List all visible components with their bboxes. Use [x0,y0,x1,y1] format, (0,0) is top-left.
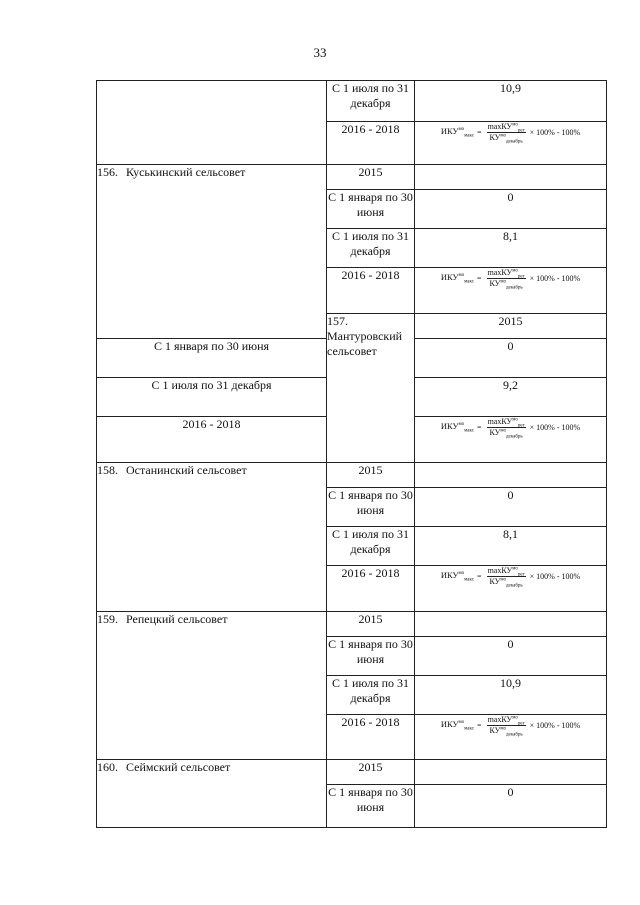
row-number: 156. [97,165,118,179]
growth-formula [415,122,606,145]
year-cell: 2015 [327,612,415,637]
municipality-cell [97,760,327,828]
municipality-name: Куськинский сельсовет [126,165,246,179]
period-cell: С 1 июля по 31 декабря [327,229,415,268]
formula-cell [415,122,607,165]
formula-equals: = [477,571,482,581]
formula-numerator-sub: рег [517,128,525,134]
growth-formula [415,566,606,589]
formula-lhs [441,273,474,283]
municipality-cell [97,612,327,760]
formula-numerator-sup: мо [512,268,518,274]
growth-formula [415,417,606,440]
period-cell: С 1 января по 30 июня [327,637,415,676]
formula-denominator-base: КУ [489,278,501,288]
formula-denominator-base: КУ [489,427,501,437]
formula-fraction [487,122,526,145]
tariff-table [96,80,607,828]
period-cell: 2016 - 2018 [327,715,415,760]
period-cell: С 1 июля по 31 декабря [327,676,415,715]
formula-denominator [489,279,524,289]
formula-numerator-sub: рег [517,721,525,727]
growth-formula [415,268,606,291]
period-cell: 2016 - 2018 [327,268,415,314]
formula-denominator [489,726,524,736]
formula-numerator [487,122,526,133]
formula-denominator-sub: декабрь [506,285,523,291]
formula-cell [415,715,607,760]
value-cell-empty [415,760,607,785]
period-cell: С 1 января по 30 июня [97,339,327,378]
growth-formula [415,715,606,738]
value-cell: 8,1 [415,527,607,566]
formula-tail: × 100% - 100% [529,273,581,283]
formula-denominator-sub: декабрь [506,434,523,440]
period-cell: 2016 - 2018 [97,417,327,463]
formula-lhs-sub: макс [464,577,475,583]
table-row [97,165,607,190]
formula-numerator-base: maxКУ [487,417,513,426]
formula-lhs-sub: макс [464,428,475,434]
formula-equals: = [477,273,482,283]
formula-lhs-base: ИКУ [440,719,459,730]
formula-tail: × 100% - 100% [529,422,581,432]
formula-fraction [487,566,526,589]
formula-tail: × 100% - 100% [529,720,581,730]
formula-numerator [487,566,526,577]
formula-numerator-sup: мо [512,122,518,128]
formula-numerator [487,268,526,279]
value-cell: 10,9 [415,81,607,122]
period-cell: 2016 - 2018 [327,566,415,612]
formula-numerator-sub: рег [517,423,525,429]
formula-denominator-base: КУ [489,576,501,586]
value-cell: 8,1 [415,229,607,268]
period-cell: С 1 июля по 31 декабря [327,81,415,122]
year-cell: 2015 [327,760,415,785]
period-cell: С 1 января по 30 июня [327,785,415,828]
formula-numerator [487,715,526,726]
row-number: 158. [97,463,118,477]
formula-equals: = [477,127,482,137]
formula-numerator-sup: мо [512,566,518,572]
value-cell: 0 [415,190,607,229]
formula-lhs-sub: макс [464,133,475,139]
formula-lhs [441,720,474,730]
value-cell: 10,9 [415,676,607,715]
formula-lhs-base: ИКУ [440,272,459,283]
period-cell: 2016 - 2018 [327,122,415,165]
table-row [97,463,607,488]
municipality-name: Сеймский сельсовет [126,760,231,774]
formula-denominator-sub: декабрь [506,139,523,145]
municipality-name: Репецкий сельсовет [126,612,228,626]
formula-denominator-sup: мо [500,725,507,731]
value-cell-empty [415,463,607,488]
formula-lhs [441,422,474,432]
formula-denominator-sub: декабрь [506,583,523,589]
formula-numerator-sup: мо [512,417,518,423]
formula-numerator-base: maxКУ [487,566,513,575]
formula-lhs [441,571,474,581]
formula-lhs [441,127,474,137]
formula-cell [415,566,607,612]
formula-lhs-sup: мо [458,127,465,133]
formula-denominator-sup: мо [500,427,507,433]
formula-numerator-sub: рег [517,572,525,578]
formula-denominator-base: КУ [489,132,501,142]
table-row [97,760,607,785]
year-cell: 2015 [327,463,415,488]
formula-numerator [487,417,526,428]
year-cell: 2015 [415,314,607,339]
formula-equals: = [477,422,482,432]
period-cell: С 1 января по 30 июня [327,488,415,527]
formula-lhs-base: ИКУ [440,421,459,432]
year-cell: 2015 [327,165,415,190]
value-cell-empty [415,165,607,190]
formula-cell [415,268,607,314]
formula-lhs-sup: мо [458,720,465,726]
value-cell-empty [415,612,607,637]
municipality-cell [97,165,327,339]
formula-denominator-sup: мо [500,278,507,284]
municipality-name: Останинский сельсовет [126,463,247,477]
formula-numerator-base: maxКУ [487,268,513,277]
period-cell: С 1 июля по 31 декабря [327,527,415,566]
value-cell: 0 [415,785,607,828]
formula-denominator-sup: мо [500,132,507,138]
value-cell: 0 [415,637,607,676]
value-cell: 9,2 [415,378,607,417]
value-cell: 0 [415,488,607,527]
row-number: 159. [97,612,118,626]
formula-tail: × 100% - 100% [529,571,581,581]
municipality-name: Мантуровский сельсовет [327,329,403,358]
name-cell-empty [97,81,327,165]
formula-lhs-sup: мо [458,273,465,279]
formula-lhs-sub: макс [464,279,475,285]
formula-denominator-sup: мо [500,576,507,582]
row-number: 157. [327,314,348,328]
formula-fraction [487,417,526,440]
value-cell: 0 [415,339,607,378]
row-number: 160. [97,760,118,774]
formula-denominator-base: КУ [489,725,501,735]
formula-denominator [489,428,524,438]
formula-lhs-sup: мо [458,422,465,428]
formula-lhs-base: ИКУ [440,570,459,581]
formula-denominator [489,133,524,143]
formula-fraction [487,268,526,291]
formula-numerator-sub: рег [517,274,525,280]
formula-tail: × 100% - 100% [529,127,581,137]
period-cell: С 1 июля по 31 декабря [97,378,327,417]
formula-numerator-base: maxКУ [487,715,513,724]
formula-equals: = [477,720,482,730]
formula-cell [415,417,607,463]
table-row [97,612,607,637]
formula-numerator-sup: мо [512,715,518,721]
formula-lhs-sub: макс [464,726,475,732]
table-row [97,81,607,122]
formula-lhs-sup: мо [458,571,465,577]
formula-fraction [487,715,526,738]
formula-denominator [489,577,524,587]
page-number: 33 [313,45,327,60]
formula-numerator-base: maxКУ [487,122,513,131]
formula-denominator-sub: декабрь [506,732,523,738]
formula-lhs-base: ИКУ [440,126,459,137]
municipality-cell [97,463,327,612]
period-cell: С 1 января по 30 июня [327,190,415,229]
municipality-cell [327,314,415,463]
